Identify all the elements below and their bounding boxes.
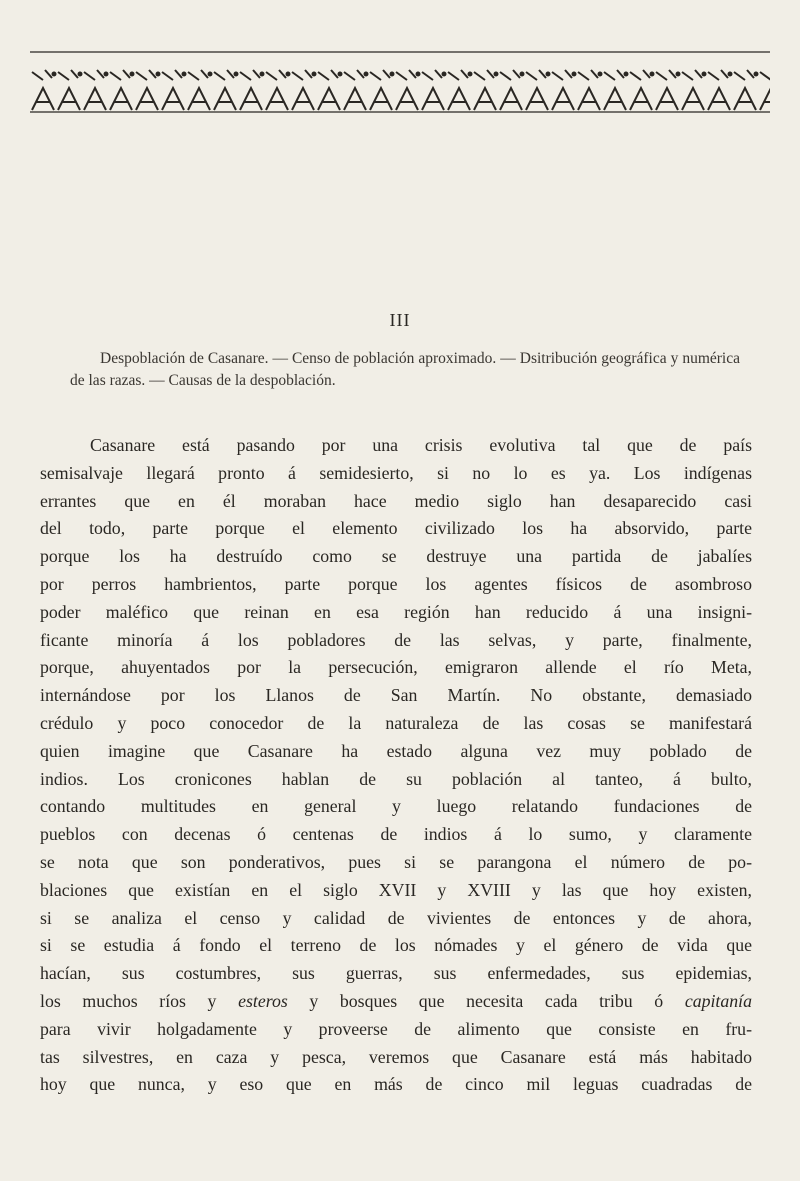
frieze-motif <box>500 70 520 80</box>
frieze-motif <box>162 70 182 80</box>
text-line: del todo, parte porque el elemento civilizado los ha absorvido, parte <box>40 518 752 539</box>
frieze-dot <box>754 72 759 77</box>
italic-term: capitanía <box>684 990 752 1011</box>
frieze-motif <box>552 70 572 80</box>
chapter-summary <box>70 348 740 392</box>
text-line: si se analiza el censo y calidad de vivientes de entonces y de ahora, <box>40 907 752 928</box>
frieze-dot <box>390 72 395 77</box>
frieze-motif <box>84 70 104 80</box>
frieze-motif <box>734 70 754 80</box>
frieze-motif <box>630 88 652 110</box>
frieze-motif <box>734 88 756 110</box>
frieze-motif <box>344 70 364 80</box>
frieze-dot <box>442 72 447 77</box>
body-paragraph <box>40 432 752 1099</box>
frieze-motif <box>240 88 262 110</box>
frieze-motif <box>292 70 312 80</box>
text-line: semisalvaje llegará pronto á semidesierto, si no lo es ya. Los indígenas <box>40 462 752 483</box>
frieze-motif <box>214 70 234 80</box>
frieze-dot <box>728 72 733 77</box>
frieze-motif <box>188 70 208 80</box>
frieze-dot <box>702 72 707 77</box>
frieze-motif <box>656 70 676 80</box>
text-line: contando multitudes en general y luego relatando fundaciones de <box>40 796 752 817</box>
frieze-motif <box>682 88 704 110</box>
frieze-motif <box>370 70 390 80</box>
frieze-motif <box>448 88 470 110</box>
decorative-frieze <box>30 48 770 116</box>
frieze-dot <box>156 72 161 77</box>
frieze-motif <box>32 88 54 110</box>
frieze-dot <box>572 72 577 77</box>
text-segment: los muchos ríos y <box>40 990 217 1011</box>
text-line: porque, ahuyentados por la persecución, emigraron allende el río Meta, <box>40 657 752 678</box>
text-line: hacían, sus costumbres, sus guerras, sus enfermedades, sus epidemias, <box>40 963 752 984</box>
frieze-motif <box>448 70 468 80</box>
text-line: ficante minoría á los pobladores de las selvas, y parte, finalmente, <box>40 629 752 650</box>
frieze-dot <box>130 72 135 77</box>
frieze-motif <box>474 88 496 110</box>
frieze-motif <box>318 88 340 110</box>
frieze-dot <box>78 72 83 77</box>
frieze-motif <box>84 88 106 110</box>
frieze-dot <box>598 72 603 77</box>
frieze-motif <box>240 70 260 80</box>
text-line: indios. Los cronicones hablan de su población al tanteo, á bulto, <box>40 768 752 789</box>
frieze-dot <box>52 72 57 77</box>
frieze-motif <box>58 88 80 110</box>
text-line: para vivir holgadamente y proveerse de alimento que consiste en fru- <box>40 1018 752 1039</box>
frieze-motif <box>214 88 236 110</box>
frieze-dot <box>624 72 629 77</box>
text-line <box>40 988 752 1016</box>
text-line: por perros hambrientos, parte porque los agentes físicos de asombroso <box>40 573 752 594</box>
frieze-dot <box>312 72 317 77</box>
frieze-motif <box>552 88 574 110</box>
text-line: porque los ha destruído como se destruye una partida de jabalíes <box>40 546 752 567</box>
text-line: errantes que en él moraban hace medio siglo han desaparecido casi <box>40 490 752 511</box>
frieze-dot <box>650 72 655 77</box>
frieze-motif <box>32 70 52 80</box>
frieze-motif <box>760 88 770 110</box>
text-line: tas silvestres, en caza y pesca, veremos que Casanare está más habitado <box>40 1046 752 1067</box>
frieze-motif <box>708 88 730 110</box>
text-line: Casanare está pasando por una crisis evolutiva tal que de país <box>90 435 752 455</box>
frieze-dot <box>104 72 109 77</box>
frieze-motif <box>162 88 184 110</box>
text-line: poder maléfico que reinan en esa región han reducido á una insigni- <box>40 601 752 622</box>
frieze-dot <box>234 72 239 77</box>
frieze-dot <box>208 72 213 77</box>
frieze-motif <box>604 70 624 80</box>
text-line: quien imagine que Casanare ha estado alguna vez muy poblado de <box>40 740 752 761</box>
text-line: se nota que son ponderativos, pues si se parangona el número de po- <box>40 851 752 872</box>
frieze-motif <box>604 88 626 110</box>
frieze-dot <box>338 72 343 77</box>
frieze-motif <box>396 70 416 80</box>
frieze-motif <box>526 88 548 110</box>
text-line: crédulo y poco conocedor de la naturaleza de las cosas se manifestará <box>40 712 752 733</box>
frieze-motif <box>58 70 78 80</box>
frieze-motif <box>422 88 444 110</box>
chapter-summary-text: Despoblación de Casanare. — Censo de población aproximado. — Dsitribución geográfica y numérica de las razas. — Causas de la despoblación. <box>70 350 740 389</box>
frieze-motif <box>500 88 522 110</box>
frieze-motif <box>656 88 678 110</box>
frieze-motif <box>396 88 418 110</box>
text-segment: y bosques que necesita cada tribu ó <box>309 990 664 1011</box>
frieze-motif <box>630 70 650 80</box>
frieze-dot <box>286 72 291 77</box>
text-line: internándose por los Llanos de San Martín. No obstante, demasiado <box>40 685 752 706</box>
frieze-dot <box>364 72 369 77</box>
frieze-motif <box>682 70 702 80</box>
frieze-motif <box>266 88 288 110</box>
text-line: hoy que nunca, y eso que en más de cinco mil leguas cuadradas de <box>40 1074 752 1095</box>
frieze-dot <box>520 72 525 77</box>
frieze-dot <box>416 72 421 77</box>
frieze-dot <box>260 72 265 77</box>
frieze-dot <box>182 72 187 77</box>
text-line: blaciones que existían en el siglo XVII y XVIII y las que hoy existen, <box>40 879 752 900</box>
frieze-motif <box>760 70 770 80</box>
frieze-motif <box>370 88 392 110</box>
frieze-motif <box>292 88 314 110</box>
frieze-dot <box>546 72 551 77</box>
frieze-dot <box>676 72 681 77</box>
frieze-motif <box>318 70 338 80</box>
frieze-dot <box>468 72 473 77</box>
frieze-motif <box>526 70 546 80</box>
frieze-motif <box>708 70 728 80</box>
frieze-dot <box>494 72 499 77</box>
frieze-motif <box>578 70 598 80</box>
text-line: pueblos con decenas ó centenas de indios á lo sumo, y claramente <box>40 824 752 845</box>
frieze-motif <box>110 88 132 110</box>
frieze-motif <box>474 70 494 80</box>
italic-term: esteros <box>238 990 288 1011</box>
frieze-motif <box>136 70 156 80</box>
text-line: si se estudia á fondo el terreno de los nómades y el género de vida que <box>40 935 752 956</box>
frieze-motif <box>344 88 366 110</box>
frieze-motif <box>578 88 600 110</box>
chapter-number: III <box>389 310 411 330</box>
frieze-motif <box>110 70 130 80</box>
frieze-motif <box>422 70 442 80</box>
frieze-motif <box>266 70 286 80</box>
frieze-motif <box>188 88 210 110</box>
frieze-motif <box>136 88 158 110</box>
